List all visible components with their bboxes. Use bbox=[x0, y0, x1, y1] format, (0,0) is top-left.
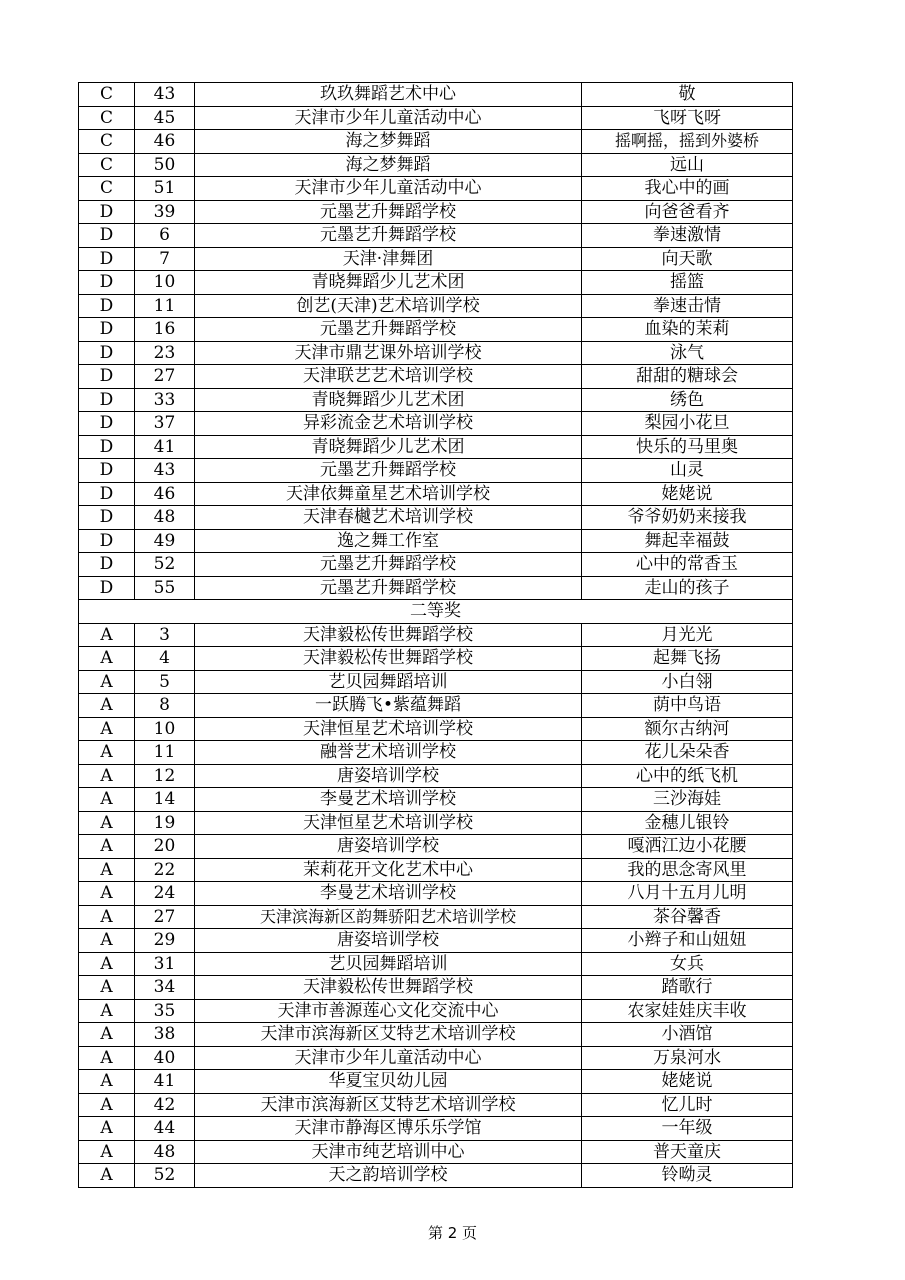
group-cell: A bbox=[79, 1140, 135, 1164]
table-row bbox=[79, 811, 793, 835]
table-row bbox=[79, 529, 793, 553]
table-row bbox=[79, 1046, 793, 1070]
number-cell: 52 bbox=[135, 553, 195, 577]
number-cell: 49 bbox=[135, 529, 195, 553]
program-cell: 飞呀飞呀 bbox=[582, 106, 793, 130]
unit-cell: 创艺(天津)艺术培训学校 bbox=[195, 294, 582, 318]
program-cell: 我心中的画 bbox=[582, 177, 793, 201]
group-cell: A bbox=[79, 1164, 135, 1188]
program-cell: 额尔古纳河 bbox=[582, 717, 793, 741]
unit-cell: 青晓舞蹈少儿艺术团 bbox=[195, 271, 582, 295]
table-row bbox=[79, 788, 793, 812]
unit-cell: 唐姿培训学校 bbox=[195, 929, 582, 953]
number-cell: 8 bbox=[135, 694, 195, 718]
number-cell: 3 bbox=[135, 623, 195, 647]
unit-cell: 一跃腾飞•紫蕴舞蹈 bbox=[195, 694, 582, 718]
number-cell: 12 bbox=[135, 764, 195, 788]
unit-cell: 天津毅松传世舞蹈学校 bbox=[195, 623, 582, 647]
number-cell: 41 bbox=[135, 1070, 195, 1094]
program-cell: 忆儿时 bbox=[582, 1093, 793, 1117]
table-row bbox=[79, 670, 793, 694]
group-cell: A bbox=[79, 976, 135, 1000]
table-row bbox=[79, 294, 793, 318]
unit-cell: 天津市鼎艺课外培训学校 bbox=[195, 341, 582, 365]
unit-cell: 天津市善源莲心文化交流中心 bbox=[195, 999, 582, 1023]
table-row bbox=[79, 952, 793, 976]
number-cell: 39 bbox=[135, 200, 195, 224]
program-cell: 荫中鸟语 bbox=[582, 694, 793, 718]
table-row bbox=[79, 764, 793, 788]
program-cell: 走山的孩子 bbox=[582, 576, 793, 600]
program-cell: 一年级 bbox=[582, 1117, 793, 1141]
table-row bbox=[79, 623, 793, 647]
group-cell: D bbox=[79, 224, 135, 248]
unit-cell: 元墨艺升舞蹈学校 bbox=[195, 459, 582, 483]
table-row bbox=[79, 412, 793, 436]
program-cell: 铃呦灵 bbox=[582, 1164, 793, 1188]
program-cell: 向天歌 bbox=[582, 247, 793, 271]
unit-cell: 天津依舞童星艺术培训学校 bbox=[195, 482, 582, 506]
number-cell: 29 bbox=[135, 929, 195, 953]
number-cell: 10 bbox=[135, 271, 195, 295]
unit-cell: 海之梦舞蹈 bbox=[195, 153, 582, 177]
table-row bbox=[79, 999, 793, 1023]
table-row bbox=[79, 271, 793, 295]
unit-cell: 青晓舞蹈少儿艺术团 bbox=[195, 388, 582, 412]
table-row bbox=[79, 741, 793, 765]
group-cell: A bbox=[79, 717, 135, 741]
unit-cell: 天津市少年儿童活动中心 bbox=[195, 1046, 582, 1070]
unit-cell: 茉莉花开文化艺术中心 bbox=[195, 858, 582, 882]
group-cell: A bbox=[79, 1093, 135, 1117]
unit-cell: 艺贝园舞蹈培训 bbox=[195, 670, 582, 694]
table-row bbox=[79, 553, 793, 577]
number-cell: 46 bbox=[135, 482, 195, 506]
group-cell: D bbox=[79, 576, 135, 600]
unit-cell: 李曼艺术培训学校 bbox=[195, 882, 582, 906]
program-cell: 心中的常香玉 bbox=[582, 553, 793, 577]
group-cell: A bbox=[79, 835, 135, 859]
table-row bbox=[79, 882, 793, 906]
group-cell: A bbox=[79, 741, 135, 765]
group-cell: D bbox=[79, 412, 135, 436]
unit-cell: 海之梦舞蹈 bbox=[195, 130, 582, 154]
group-cell: A bbox=[79, 670, 135, 694]
table-row bbox=[79, 247, 793, 271]
number-cell: 51 bbox=[135, 177, 195, 201]
group-cell: D bbox=[79, 341, 135, 365]
group-cell: A bbox=[79, 623, 135, 647]
group-cell: C bbox=[79, 177, 135, 201]
unit-cell: 天津毅松传世舞蹈学校 bbox=[195, 976, 582, 1000]
number-cell: 35 bbox=[135, 999, 195, 1023]
group-cell: A bbox=[79, 1117, 135, 1141]
program-cell: 起舞飞扬 bbox=[582, 647, 793, 671]
unit-cell: 天津·津舞团 bbox=[195, 247, 582, 271]
unit-cell: 天津春樾艺术培训学校 bbox=[195, 506, 582, 530]
group-cell: A bbox=[79, 1070, 135, 1094]
table-row bbox=[79, 459, 793, 483]
table-row bbox=[79, 976, 793, 1000]
unit-cell: 艺贝园舞蹈培训 bbox=[195, 952, 582, 976]
group-cell: A bbox=[79, 952, 135, 976]
program-cell: 花儿朵朵香 bbox=[582, 741, 793, 765]
table-row bbox=[79, 318, 793, 342]
number-cell: 16 bbox=[135, 318, 195, 342]
program-cell: 拳速激情 bbox=[582, 224, 793, 248]
table-row bbox=[79, 130, 793, 154]
unit-cell: 天津毅松传世舞蹈学校 bbox=[195, 647, 582, 671]
program-cell: 甜甜的糖球会 bbox=[582, 365, 793, 389]
number-cell: 4 bbox=[135, 647, 195, 671]
number-cell: 10 bbox=[135, 717, 195, 741]
program-cell: 茶谷馨香 bbox=[582, 905, 793, 929]
number-cell: 34 bbox=[135, 976, 195, 1000]
unit-cell: 天津市少年儿童活动中心 bbox=[195, 106, 582, 130]
program-cell: 小辫子和山妞妞 bbox=[582, 929, 793, 953]
group-cell: A bbox=[79, 764, 135, 788]
section-title: 二等奖 bbox=[79, 600, 793, 624]
program-cell: 普天童庆 bbox=[582, 1140, 793, 1164]
unit-cell: 元墨艺升舞蹈学校 bbox=[195, 576, 582, 600]
number-cell: 22 bbox=[135, 858, 195, 882]
program-cell: 女兵 bbox=[582, 952, 793, 976]
program-cell: 泳气 bbox=[582, 341, 793, 365]
number-cell: 20 bbox=[135, 835, 195, 859]
number-cell: 48 bbox=[135, 506, 195, 530]
unit-cell: 异彩流金艺术培训学校 bbox=[195, 412, 582, 436]
unit-cell: 玖玖舞蹈艺术中心 bbox=[195, 83, 582, 107]
unit-cell: 天津市纯艺培训中心 bbox=[195, 1140, 582, 1164]
number-cell: 5 bbox=[135, 670, 195, 694]
program-cell: 踏歌行 bbox=[582, 976, 793, 1000]
program-cell: 山灵 bbox=[582, 459, 793, 483]
program-cell: 小酒馆 bbox=[582, 1023, 793, 1047]
program-cell: 我的思念寄风里 bbox=[582, 858, 793, 882]
table-row bbox=[79, 1093, 793, 1117]
group-cell: C bbox=[79, 153, 135, 177]
program-cell: 小白翎 bbox=[582, 670, 793, 694]
number-cell: 11 bbox=[135, 741, 195, 765]
group-cell: A bbox=[79, 647, 135, 671]
table-row bbox=[79, 1070, 793, 1094]
program-cell: 敬 bbox=[582, 83, 793, 107]
table-row bbox=[79, 482, 793, 506]
number-cell: 55 bbox=[135, 576, 195, 600]
number-cell: 24 bbox=[135, 882, 195, 906]
group-cell: C bbox=[79, 130, 135, 154]
program-cell: 嘎洒江边小花腰 bbox=[582, 835, 793, 859]
table-row bbox=[79, 388, 793, 412]
unit-cell: 天津联艺艺术培训学校 bbox=[195, 365, 582, 389]
number-cell: 50 bbox=[135, 153, 195, 177]
program-cell: 姥姥说 bbox=[582, 1070, 793, 1094]
table-row bbox=[79, 1117, 793, 1141]
group-cell: D bbox=[79, 200, 135, 224]
group-cell: A bbox=[79, 929, 135, 953]
group-cell: D bbox=[79, 435, 135, 459]
group-cell: D bbox=[79, 459, 135, 483]
table-row bbox=[79, 153, 793, 177]
program-cell: 爷爷奶奶来接我 bbox=[582, 506, 793, 530]
table-row bbox=[79, 506, 793, 530]
table-row bbox=[79, 717, 793, 741]
group-cell: D bbox=[79, 388, 135, 412]
group-cell: A bbox=[79, 999, 135, 1023]
program-cell: 快乐的马里奥 bbox=[582, 435, 793, 459]
group-cell: D bbox=[79, 365, 135, 389]
number-cell: 52 bbox=[135, 1164, 195, 1188]
program-cell: 三沙海娃 bbox=[582, 788, 793, 812]
unit-cell: 天之韵培训学校 bbox=[195, 1164, 582, 1188]
table-row bbox=[79, 341, 793, 365]
program-cell: 摇啊摇，摇到外婆桥 bbox=[582, 130, 793, 154]
page-number: 第 2 页 bbox=[427, 1224, 478, 1242]
group-cell: D bbox=[79, 247, 135, 271]
program-cell: 远山 bbox=[582, 153, 793, 177]
table-row bbox=[79, 835, 793, 859]
number-cell: 7 bbox=[135, 247, 195, 271]
unit-cell: 元墨艺升舞蹈学校 bbox=[195, 200, 582, 224]
unit-cell: 天津市滨海新区艾特艺术培训学校 bbox=[195, 1093, 582, 1117]
number-cell: 40 bbox=[135, 1046, 195, 1070]
number-cell: 42 bbox=[135, 1093, 195, 1117]
program-cell: 农家娃娃庆丰收 bbox=[582, 999, 793, 1023]
table-row bbox=[79, 858, 793, 882]
group-cell: A bbox=[79, 788, 135, 812]
group-cell: D bbox=[79, 553, 135, 577]
number-cell: 45 bbox=[135, 106, 195, 130]
unit-cell: 元墨艺升舞蹈学校 bbox=[195, 318, 582, 342]
number-cell: 11 bbox=[135, 294, 195, 318]
number-cell: 23 bbox=[135, 341, 195, 365]
group-cell: D bbox=[79, 294, 135, 318]
number-cell: 37 bbox=[135, 412, 195, 436]
unit-cell: 天津恒星艺术培训学校 bbox=[195, 811, 582, 835]
group-cell: A bbox=[79, 1046, 135, 1070]
program-cell: 血染的茉莉 bbox=[582, 318, 793, 342]
group-cell: C bbox=[79, 83, 135, 107]
number-cell: 48 bbox=[135, 1140, 195, 1164]
table-row bbox=[79, 905, 793, 929]
table-row bbox=[79, 694, 793, 718]
number-cell: 44 bbox=[135, 1117, 195, 1141]
unit-cell: 天津恒星艺术培训学校 bbox=[195, 717, 582, 741]
group-cell: A bbox=[79, 811, 135, 835]
table-row bbox=[79, 177, 793, 201]
number-cell: 6 bbox=[135, 224, 195, 248]
unit-cell: 天津市静海区博乐乐学馆 bbox=[195, 1117, 582, 1141]
group-cell: A bbox=[79, 694, 135, 718]
program-cell: 拳速击情 bbox=[582, 294, 793, 318]
unit-cell: 唐姿培训学校 bbox=[195, 835, 582, 859]
program-cell: 金穗儿银铃 bbox=[582, 811, 793, 835]
unit-cell: 天津市少年儿童活动中心 bbox=[195, 177, 582, 201]
group-cell: D bbox=[79, 318, 135, 342]
program-cell: 摇篮 bbox=[582, 271, 793, 295]
unit-cell: 元墨艺升舞蹈学校 bbox=[195, 553, 582, 577]
group-cell: D bbox=[79, 271, 135, 295]
unit-cell: 天津滨海新区韵舞骄阳艺术培训学校 bbox=[195, 905, 582, 929]
table-row bbox=[79, 1140, 793, 1164]
table-row bbox=[79, 83, 793, 107]
group-cell: A bbox=[79, 1023, 135, 1047]
unit-cell: 华夏宝贝幼儿园 bbox=[195, 1070, 582, 1094]
unit-cell: 逸之舞工作室 bbox=[195, 529, 582, 553]
program-cell: 心中的纸飞机 bbox=[582, 764, 793, 788]
group-cell: D bbox=[79, 529, 135, 553]
program-cell: 姥姥说 bbox=[582, 482, 793, 506]
group-cell: D bbox=[79, 506, 135, 530]
unit-cell: 元墨艺升舞蹈学校 bbox=[195, 224, 582, 248]
program-cell: 绣色 bbox=[582, 388, 793, 412]
section-header-row bbox=[79, 600, 793, 624]
group-cell: A bbox=[79, 882, 135, 906]
unit-cell: 融誉艺术培训学校 bbox=[195, 741, 582, 765]
table-row bbox=[79, 435, 793, 459]
number-cell: 33 bbox=[135, 388, 195, 412]
table-row bbox=[79, 365, 793, 389]
number-cell: 43 bbox=[135, 459, 195, 483]
group-cell: A bbox=[79, 905, 135, 929]
program-cell: 月光光 bbox=[582, 623, 793, 647]
group-cell: A bbox=[79, 858, 135, 882]
program-cell: 八月十五月儿明 bbox=[582, 882, 793, 906]
table-row bbox=[79, 200, 793, 224]
program-cell: 梨园小花旦 bbox=[582, 412, 793, 436]
table-row bbox=[79, 106, 793, 130]
program-cell: 向爸爸看齐 bbox=[582, 200, 793, 224]
unit-cell: 青晓舞蹈少儿艺术团 bbox=[195, 435, 582, 459]
table-row bbox=[79, 1164, 793, 1188]
unit-cell: 唐姿培训学校 bbox=[195, 764, 582, 788]
number-cell: 43 bbox=[135, 83, 195, 107]
number-cell: 27 bbox=[135, 905, 195, 929]
number-cell: 38 bbox=[135, 1023, 195, 1047]
group-cell: C bbox=[79, 106, 135, 130]
number-cell: 31 bbox=[135, 952, 195, 976]
unit-cell: 天津市滨海新区艾特艺术培训学校 bbox=[195, 1023, 582, 1047]
number-cell: 41 bbox=[135, 435, 195, 459]
award-table bbox=[78, 82, 793, 1188]
number-cell: 27 bbox=[135, 365, 195, 389]
program-cell: 舞起幸福鼓 bbox=[582, 529, 793, 553]
number-cell: 19 bbox=[135, 811, 195, 835]
table-row bbox=[79, 576, 793, 600]
table-row bbox=[79, 647, 793, 671]
table-row bbox=[79, 1023, 793, 1047]
table-row bbox=[79, 224, 793, 248]
unit-cell: 李曼艺术培训学校 bbox=[195, 788, 582, 812]
table-row bbox=[79, 929, 793, 953]
award-table-body bbox=[79, 83, 793, 1188]
number-cell: 14 bbox=[135, 788, 195, 812]
program-cell: 万泉河水 bbox=[582, 1046, 793, 1070]
number-cell: 46 bbox=[135, 130, 195, 154]
group-cell: D bbox=[79, 482, 135, 506]
